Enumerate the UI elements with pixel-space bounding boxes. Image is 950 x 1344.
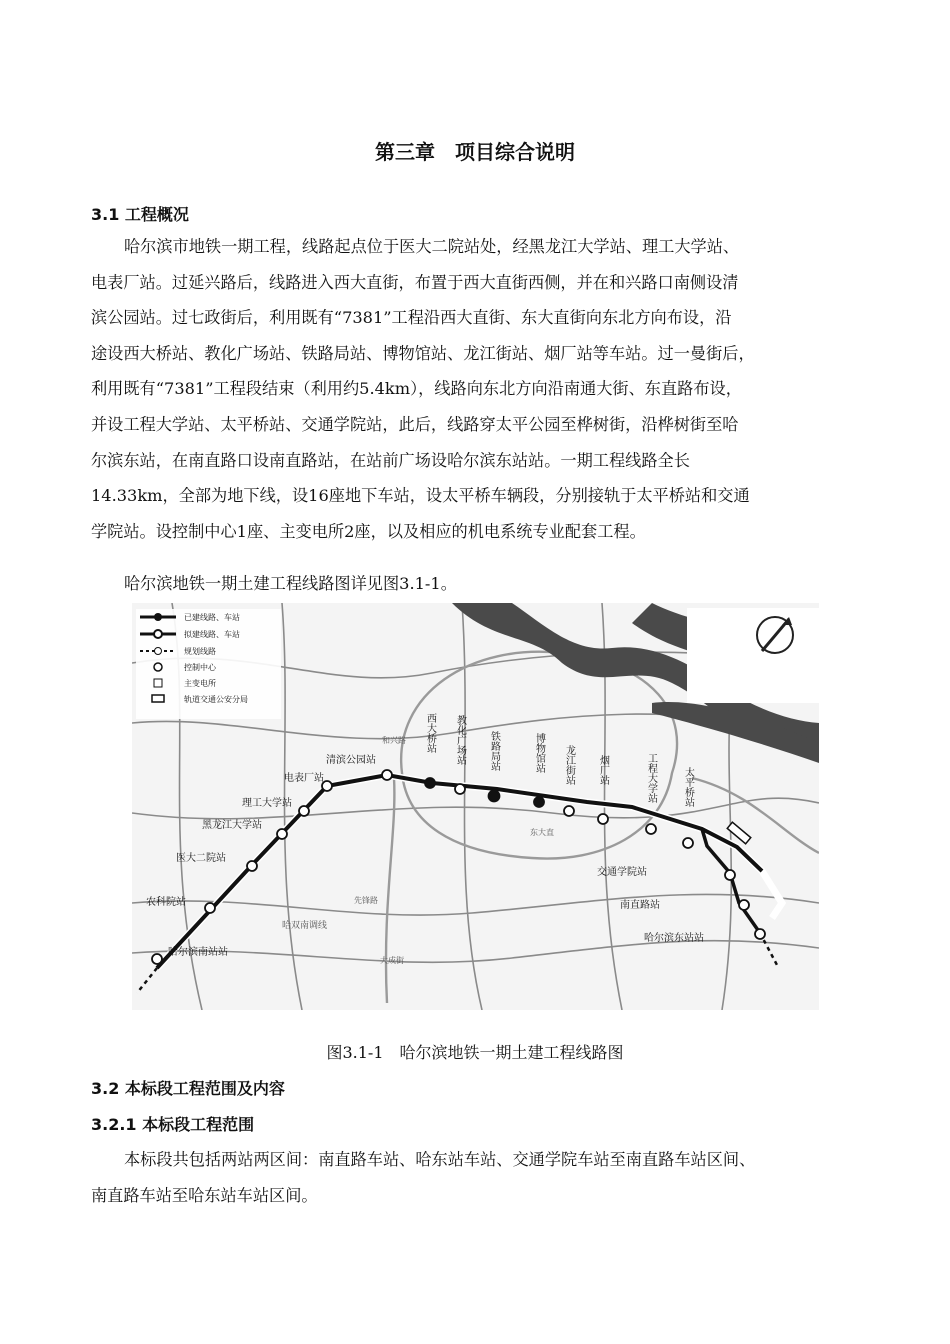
- paragraph-line: 电表厂站。过延兴路后，线路进入西大直街，布置于西大直街西侧，并在和兴路口南侧设清: [91, 272, 739, 292]
- station-label: 龙江街站: [563, 745, 575, 785]
- map-legend: [136, 609, 281, 719]
- station-marker-yanchang: [598, 814, 608, 824]
- section-3-1-paragraph: [91, 229, 871, 549]
- road-label: 先锋路: [354, 896, 378, 905]
- station-marker-heida: [277, 829, 287, 839]
- station-label: 电表厂站: [284, 773, 324, 784]
- station-label: 铁路局站: [488, 731, 500, 771]
- legend-label: 轨道交通公安分局: [184, 695, 248, 704]
- station-label: 太平桥站: [682, 767, 694, 807]
- station-label: 哈尔滨南站站: [168, 947, 228, 958]
- station-label: 黑龙江大学站: [202, 820, 262, 831]
- figure-caption: 图3.1-1 哈尔滨地铁一期土建工程线路图: [326, 1043, 624, 1062]
- station-marker-gongda: [646, 824, 656, 834]
- station-label: 交通学院站: [597, 867, 647, 878]
- station-label: 教化广场站: [454, 715, 466, 765]
- chapter-title: 第三章 项目综合说明: [375, 140, 575, 164]
- station-marker-jiaotong: [725, 870, 735, 880]
- station-marker-yida: [247, 861, 257, 871]
- metro-route-map: [132, 603, 819, 1010]
- paragraph-line: 尔滨东站，在南直路口设南直路站，在站前广场设哈尔滨东站站。一期工程线路全长: [91, 450, 690, 470]
- legend-label: 规划线路: [184, 647, 216, 656]
- station-marker-longjiang: [564, 806, 574, 816]
- station-marker-xidaqiao: [425, 778, 435, 788]
- station-marker-harbin-south: [152, 954, 162, 964]
- station-marker-taiping: [683, 838, 693, 848]
- section-3-1-heading: 3.1 工程概况: [91, 205, 189, 224]
- station-label: 清滨公园站: [326, 755, 376, 766]
- legend-label: 控制中心: [184, 663, 216, 672]
- section-3-2-1-heading: 3.2.1 本标段工程范围: [91, 1115, 255, 1134]
- paragraph-line: 途设西大桥站、教化广场站、铁路局站、博物馆站、龙江街站、烟厂站等车站。过一曼街后，: [91, 343, 755, 363]
- paragraph-line: 14.33km，全部为地下线，设16座地下车站，设太平桥车辆段，分别接轨于太平桥站和交通: [91, 486, 750, 506]
- paragraph-line: 本标段共包括两站两区间：南直路车站、哈东站车站、交通学院车站至南直路车站区间、: [124, 1150, 756, 1169]
- road-label: 东大直: [530, 828, 554, 837]
- paragraph-line: 利用既有“7381”工程段结束（利用约5.4km），线路向东北方向沿南通大街、东直路布设，: [91, 379, 742, 399]
- station-marker-nongke: [205, 903, 215, 913]
- station-label: 烟厂站: [597, 755, 609, 785]
- section-3-2-1-paragraph: [91, 1142, 871, 1213]
- upper-right-map-clear-area: [687, 608, 819, 703]
- road-label: 大成街: [380, 956, 404, 965]
- road-label: 和兴路: [382, 736, 406, 745]
- paragraph-line: 滨公园站。过七政街后，利用既有“7381”工程沿西大直街、东大直街向东北方向布设，沿: [91, 308, 732, 328]
- station-label: 工程大学站: [645, 753, 657, 803]
- station-label: 医大二院站: [176, 853, 226, 864]
- station-label: 农科院站: [146, 897, 186, 908]
- station-marker-qingbin: [382, 770, 392, 780]
- legend-label: 已建线路、车站: [184, 613, 240, 622]
- station-marker-nanzhi: [739, 900, 749, 910]
- paragraph-line: 学院站。设控制中心1座、主变电所2座，以及相应的机电系统专业配套工程。: [91, 521, 646, 541]
- station-marker-harbin-east: [755, 929, 765, 939]
- station-label: 博物馆站: [533, 733, 545, 773]
- station-label: 哈尔滨东站站: [644, 933, 704, 944]
- paragraph-line: 哈尔滨市地铁一期工程，线路起点位于医大二院站处，经黑龙江大学站、理工大学站、: [124, 237, 740, 256]
- station-marker-ligong: [299, 806, 309, 816]
- station-marker-tielu: [489, 791, 500, 802]
- station-marker-bowu: [534, 797, 544, 807]
- figure-reference-text: 哈尔滨地铁一期土建工程线路图详见图3.1-1。: [124, 574, 457, 593]
- station-label: 西大桥站: [424, 713, 436, 753]
- paragraph-line: 南直路车站至哈东站车站区间。: [91, 1185, 318, 1205]
- station-label: 南直路站: [620, 900, 660, 911]
- section-3-2-heading: 3.2 本标段工程范围及内容: [91, 1079, 285, 1098]
- road-label: 哈双南调线: [282, 921, 328, 931]
- station-marker-jiaohua: [455, 784, 465, 794]
- legend-label: 主变电所: [184, 679, 216, 688]
- figure-reference: [91, 566, 871, 602]
- station-label: 理工大学站: [242, 798, 292, 809]
- legend-label: 拟建线路、车站: [184, 630, 240, 639]
- paragraph-line: 并设工程大学站、太平桥站、交通学院站，此后，线路穿太平公园至桦树街，沿桦树街至哈: [91, 414, 739, 434]
